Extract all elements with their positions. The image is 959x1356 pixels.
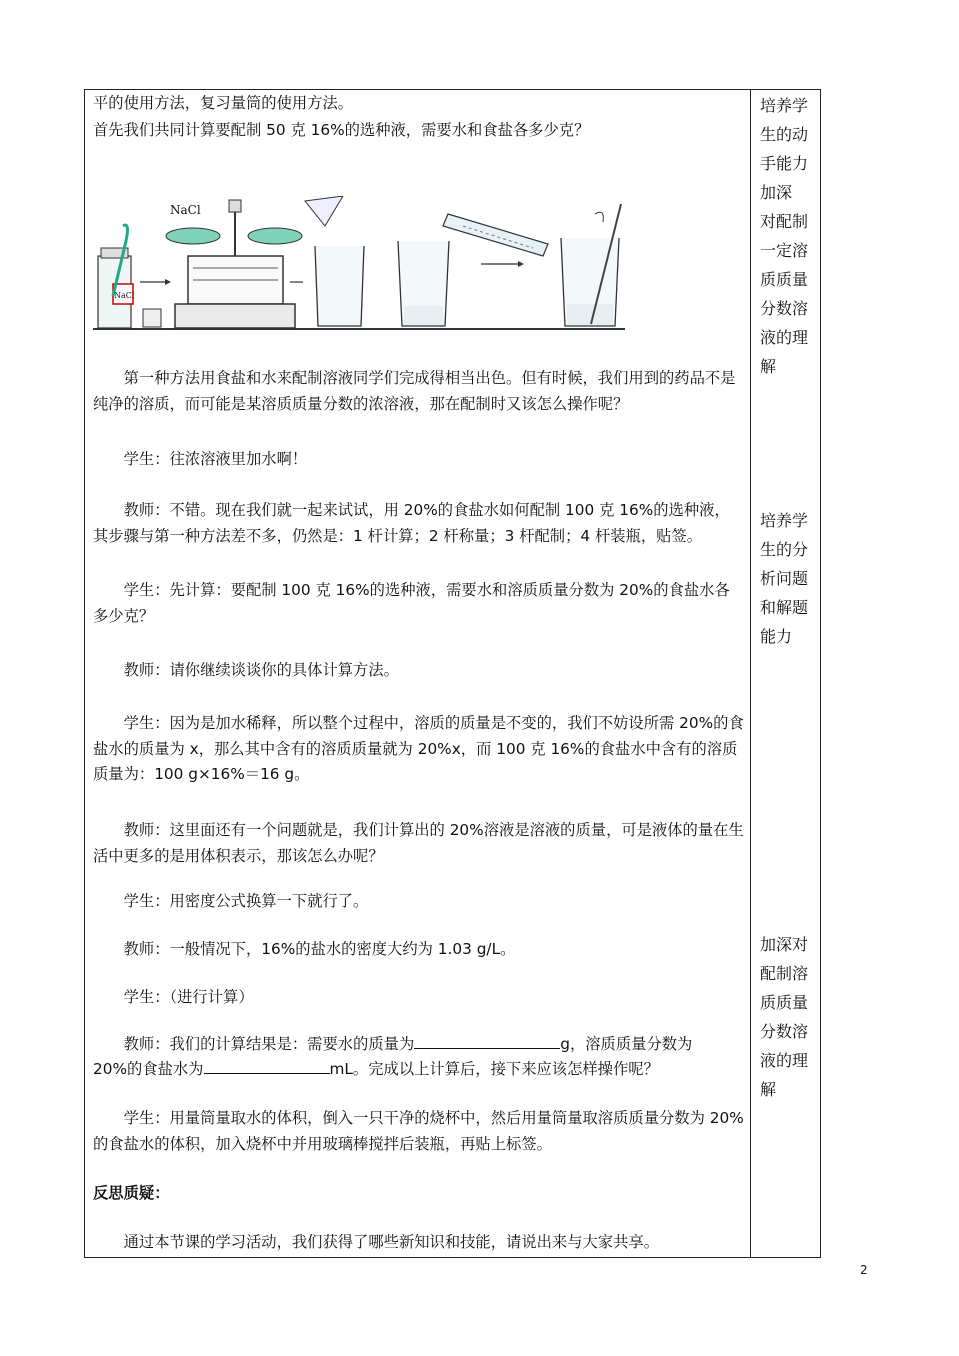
side-note-line: 配制溶 (760, 964, 809, 983)
nacl-label: NaCl (170, 203, 201, 217)
paragraph-15: 通过本节课的学习活动，我们获得了哪些新知识和技能，请说出来与大家共享。 (123, 1233, 659, 1251)
side-note-line: 加深对 (760, 935, 809, 954)
side-note-line: 析问题 (760, 569, 809, 588)
side-note-line: 培养学 (760, 511, 809, 530)
side-note-line: 培养学 (760, 96, 809, 115)
side-note-line: 手能力 (760, 154, 809, 173)
paragraph-3: 第一种方法用食盐和水来配制溶液同学们完成得相当出色。但有时候，我们用到的药品不是纯净的溶质，而可能是某溶质质量分数的浓溶液，那在配制时又该怎么操作呢？ (93, 369, 736, 413)
paragraph-12: 学生：（进行计算） (123, 988, 254, 1006)
side-note-line: 生的分 (760, 540, 809, 559)
beaker-icon (305, 196, 364, 326)
column-divider (750, 89, 751, 1258)
side-note-line: 加深 (760, 183, 793, 202)
paragraph-10: 学生：用密度公式换算一下就行了。 (123, 892, 369, 910)
paragraph-14: 学生：用量筒量取水的体积，倒入一只干净的烧杯中，然后用量筒量取溶质质量分数为 20%的食盐水的体积，加入烧杯中并用玻璃棒搅拌后装瓶，再贴上标签。 (93, 1109, 744, 1153)
water-mass-blank[interactable] (414, 1034, 560, 1049)
paragraph-13-part-d: mL。完成以上计算后，接下来应该怎样操作呢？ (329, 1060, 659, 1078)
paragraph-13-part-a: 教师：我们的计算结果是：需要水的质量为 (123, 1035, 415, 1053)
side-note-line: 能力 (760, 627, 793, 646)
solution-preparation-figure (93, 196, 628, 331)
beaker-with-stirring-rod-icon (561, 204, 621, 326)
side-note-line: 一定溶 (760, 241, 809, 260)
paragraph-2: 首先我们共同计算要配制 50 克 16%的选种液，需要水和食盐各多少克？ (93, 121, 590, 139)
side-note-line: 质质量 (760, 270, 809, 289)
side-note-line: 生的动 (760, 125, 809, 144)
jar-label: NaCl (114, 291, 135, 300)
paragraph-8: 学生：因为是加水稀释，所以整个过程中，溶质的质量是不变的，我们不妨设所需 20%的食盐水的质量为 x，那么其中含有的溶质质量就为 20%x，而 100 克 16%的食盐水中含有的溶质质量为：100 g×16%＝16 g。 (93, 714, 744, 783)
arrow-icon (140, 279, 171, 285)
reflection-heading: 反思质疑： (93, 1184, 170, 1202)
side-note-line: 解 (760, 357, 777, 376)
salt-water-volume-blank[interactable] (204, 1059, 330, 1074)
side-note-1 (760, 91, 816, 381)
paragraph-9: 教师：这里面还有一个问题就是，我们计算出的 20%溶液是溶液的质量，可是液体的量在生活中更多的是用体积表示，那该怎么办呢？ (93, 821, 744, 865)
paragraph-13-part-c: 20%的食盐水为 (93, 1060, 204, 1078)
side-note-3 (760, 930, 816, 1104)
side-note-line: 分数溶 (760, 1022, 809, 1041)
side-note-line: 液的理 (760, 328, 809, 347)
paragraph-7: 教师：请你继续谈谈你的具体计算方法。 (123, 661, 399, 679)
graduated-cylinder-icon (443, 214, 548, 256)
side-note-2 (760, 506, 816, 651)
paragraph-13-line-2 (93, 1057, 745, 1083)
page-number: 2 (860, 1263, 868, 1277)
paragraph-6: 学生：先计算：要配制 100 克 16%的选种液，需要水和溶质质量分数为 20%的食盐水各多少克？ (93, 581, 730, 625)
paragraph-11: 教师：一般情况下，16%的盐水的密度大约为 1.03 g/L。 (123, 940, 516, 958)
side-note-line: 解 (760, 1080, 777, 1099)
paragraph-13 (93, 1032, 745, 1058)
reagent-jar-icon (98, 225, 135, 328)
balance-icon (143, 200, 302, 328)
side-note-line: 和解题 (760, 598, 809, 617)
paragraph-5: 教师：不错。现在我们就一起来试试，用 20%的食盐水如何配制 100 克 16%的选种液，其步骤与第一种方法差不多，仍然是：1 杆计算；2 杆称量；3 杆配制；4 杆装瓶，贴签。 (93, 501, 730, 545)
side-note-line: 对配制 (760, 212, 809, 231)
paragraph-4: 学生：往浓溶液里加水啊！ (123, 450, 308, 468)
paragraph-1: 平的使用方法，复习量筒的使用方法。 (93, 94, 354, 112)
arrow-icon (481, 261, 524, 267)
side-note-line: 液的理 (760, 1051, 809, 1070)
side-note-line: 质质量 (760, 993, 809, 1012)
paragraph-13-part-b: g，溶质质量分数为 (560, 1035, 693, 1053)
side-note-line: 分数溶 (760, 299, 809, 318)
beaker-icon (398, 241, 449, 326)
